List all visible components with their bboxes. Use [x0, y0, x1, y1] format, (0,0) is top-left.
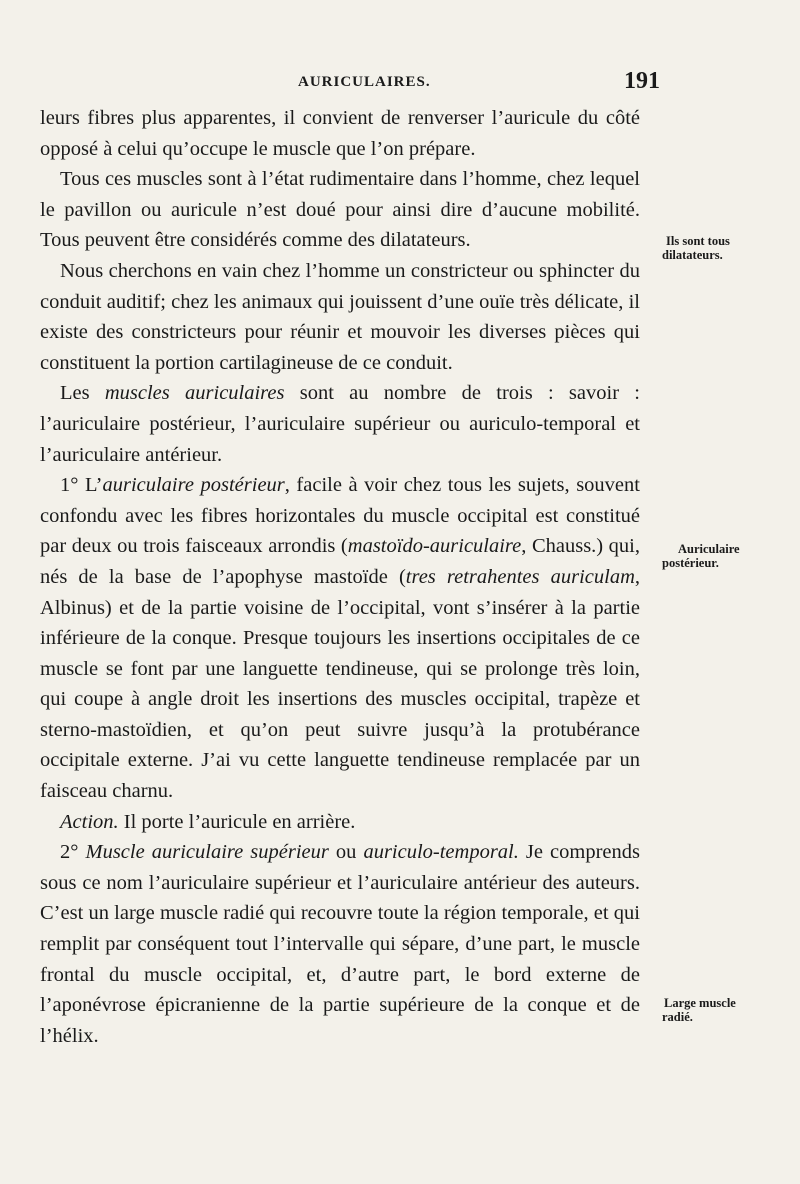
- paragraph: [40, 807, 640, 838]
- paragraph: [40, 470, 640, 807]
- text-run: 2°: [60, 841, 86, 864]
- margin-note-line: radié.: [662, 1010, 693, 1024]
- margin-note-line: Auriculaire: [678, 542, 740, 556]
- margin-note-line: postérieur.: [662, 556, 719, 570]
- text-run: , Chauss.) qui, nés de la base de l’apophyse mastoïde (: [40, 535, 641, 588]
- page-number: 191: [624, 68, 660, 94]
- text-run: , facile à voir chez tous les sujets, souvent confondu avec les fibres horizontales du muscle occipital est constitué par deux ou trois faisceaux arrondis (: [40, 474, 640, 558]
- italic-text: Action.: [60, 810, 119, 833]
- running-head-title: AURICULAIRES.: [298, 74, 431, 90]
- italic-text: Muscle auriculaire supérieur: [85, 841, 329, 864]
- margin-note-line: Large muscle: [664, 996, 736, 1010]
- italic-text: mastoïdo-auriculaire: [347, 535, 522, 558]
- body-text: [40, 103, 640, 1051]
- margin-note-large-muscle: [662, 996, 790, 1024]
- text-run: Je comprends sous ce nom l’auriculaire supérieur et l’auriculaire antérieur des auteurs. C’est un large muscle radié qui recouvre toute la région temporale, et qui remplit par conséquent tout l’intervalle qui sépare, d’une part, le muscle frontal du muscle occipital, et, d’autre part, le bord externe de l’aponévrose épicranienne de la partie supérieure de la conque et de l’hélix.: [40, 841, 640, 1047]
- text-run: Nous cherchons en vain chez l’homme un constricteur ou sphincter du conduit auditif; chez les animaux qui jouissent d’une ouïe très délicate, il existe des constricteurs pour réunir et mouvoir les diverses pièces qui constituent la portion cartilagineuse de ce conduit.: [40, 259, 640, 374]
- paragraph: [40, 256, 640, 378]
- paragraph: [40, 164, 640, 256]
- margin-note-line: Ils sont tous: [666, 234, 730, 248]
- text-run: ou: [328, 841, 364, 864]
- text-run: Il porte l’auricule en arrière.: [118, 810, 356, 833]
- text-run: sont au nombre de trois : savoir : l’auriculaire postérieur, l’auriculaire supérieur ou auriculo-temporal et l’auriculaire antérieur.: [40, 382, 640, 466]
- text-run: 1° L’: [60, 474, 103, 497]
- margin-note-dilatateurs: [662, 234, 790, 262]
- italic-text: muscles auriculaires: [104, 382, 285, 405]
- paragraph: [40, 837, 640, 1051]
- margin-note-line: dilatateurs.: [662, 248, 723, 262]
- running-head: [40, 68, 660, 102]
- text-run: Tous ces muscles sont à l’état rudimentaire dans l’homme, chez lequel le pavillon ou auricule n’est doué pour ainsi dire d’aucune mobilité. Tous peuvent être considérés comme des dilatateurs.: [40, 168, 640, 252]
- margin-note-auriculaire-posterieur: [662, 542, 790, 570]
- italic-text: auriculaire postérieur: [102, 474, 285, 497]
- text-run: leurs fibres plus apparentes, il convient de renverser l’auricule du côté opposé à celui qu’occupe le muscle que l’on prépare.: [40, 107, 640, 160]
- text-run: Les: [60, 382, 105, 405]
- paragraph: [40, 103, 640, 164]
- paragraph: [40, 378, 640, 470]
- text-run: , Albinus) et de la partie voisine de l’occipital, vont s’insérer à la partie inférieure de la conque. Presque toujours les insertions occipitales de ce muscle se font par une languette tendineuse, qui se prolonge très loin, qui coupe à angle droit les insertions des muscles occipital, trapèze et sterno-mastoïdien, et qu’on peut suivre jusqu’à la protubérance occipitale externe. J’ai vu cette languette tendineuse remplacée par un faisceau charnu.: [40, 565, 641, 803]
- italic-text: auriculo-temporal.: [363, 841, 519, 864]
- italic-text: tres retrahentes auriculam: [405, 565, 635, 588]
